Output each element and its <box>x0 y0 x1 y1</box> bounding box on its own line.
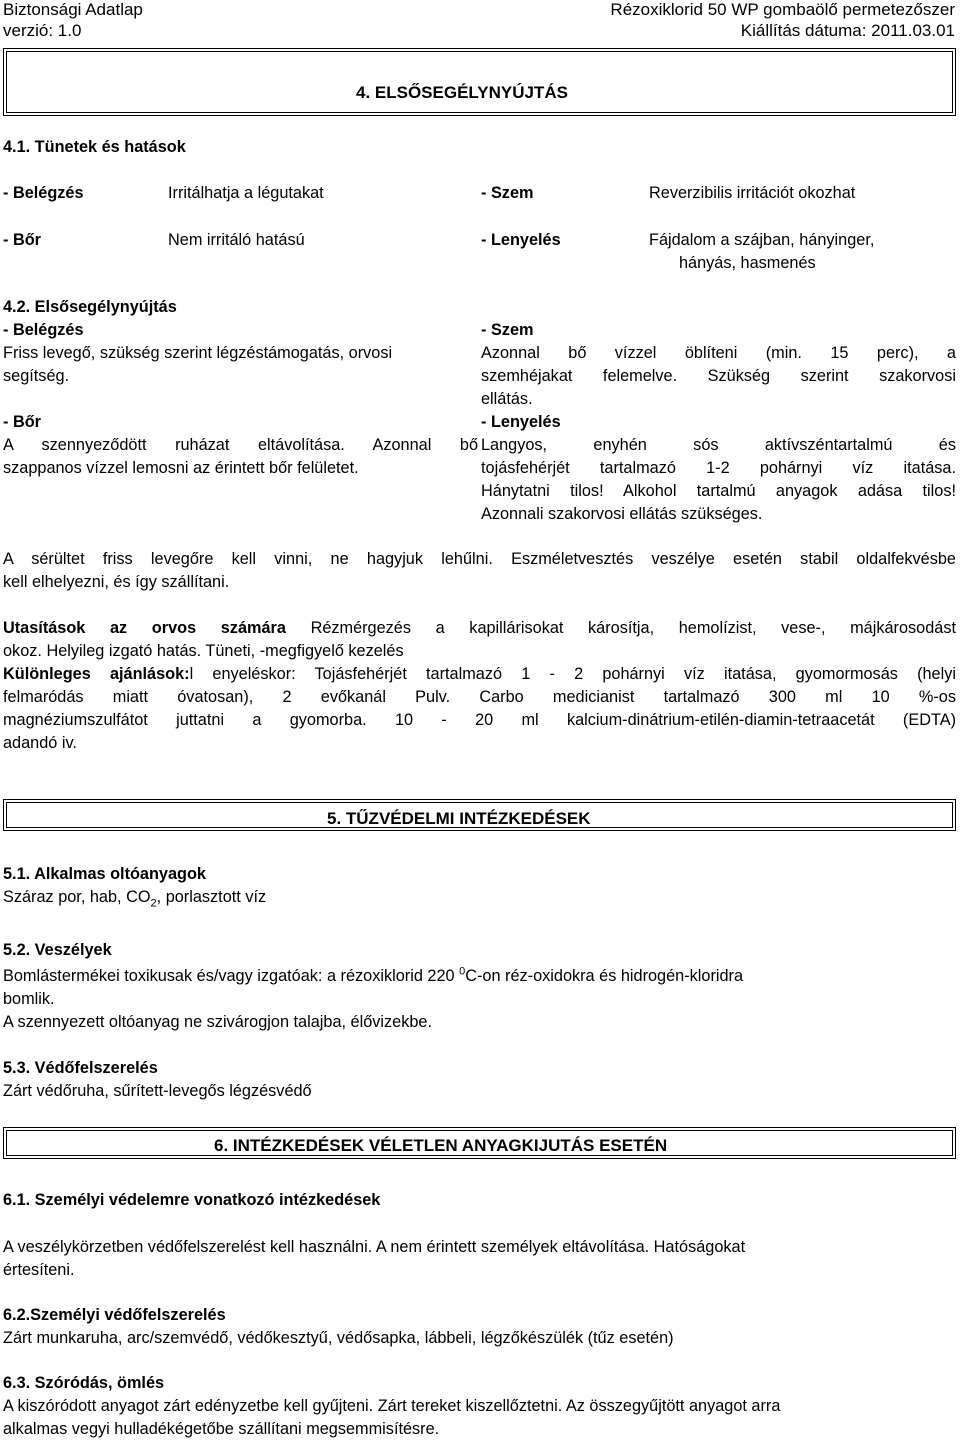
protective-gear-text: Zárt munkaruha, arc/szemvédő, védőkesztyű, védősapka, lábbeli, légzőkészülék (tűz esetén) <box>3 1329 674 1347</box>
co2-subscript: 2 <box>150 897 157 910</box>
section-4-1-heading: 4.1. Tünetek és hatások <box>3 138 186 156</box>
protective-equipment-text: Zárt védőruha, sűrített-levegős légzésvédő <box>3 1082 312 1100</box>
spillage-text: A kiszóródott anyagot zárt edényzetbe kell gyűjteni. Zárt tereket kiszellőztetni. Az összegyűjtött anyagot arra <box>3 1397 781 1415</box>
firstaid-skin-label: - Bőr <box>3 413 41 431</box>
symptom-inhalation-label: - Belégzés <box>3 184 84 202</box>
spillage-text-cont: alkalmas vegyi hulladékégetőbe szállítani megsemmisítésre. <box>3 1420 440 1438</box>
section-6-3-heading: 6.3. Szóródás, ömlés <box>3 1374 165 1392</box>
header-product-name: Rézoxiklorid 50 WP gombaölő permetezőszer <box>610 0 955 19</box>
firstaid-ingestion-text-3: Hánytatni tilos! Alkohol tartalmú anyagok adása tilos! <box>481 482 956 500</box>
symptom-eye-text: Reverzibilis irritációt okozhat <box>649 184 856 202</box>
hazards-text-cont: bomlik. <box>3 990 55 1008</box>
degree-superscript: 0 <box>459 965 466 978</box>
special-recommendations-4: adandó iv. <box>3 734 77 752</box>
doctor-instructions-text: Rézmérgezés a kapillárisokat károsítja, hemolízist, vese-, májkárosodást <box>285 619 956 637</box>
symptom-ingestion-text: Fájdalom a szájban, hányinger, <box>649 231 875 249</box>
firstaid-inhalation-text-cont: segítség. <box>3 367 70 385</box>
firstaid-eye-text-cont: szemhéjakat felemelve. Szükség szerint szakorvosi <box>481 367 956 385</box>
doctor-instructions <box>3 618 956 639</box>
hazards-runoff-text: A szennyezett oltóanyag ne szivárogjon talajba, élővizekbe. <box>3 1013 433 1031</box>
firstaid-ingestion-text-2: tojásfehérjét tartalmazó 1-2 pohárnyi víz itatása. <box>481 459 956 477</box>
hazards-text-part1: Bomlástermékei toxikusak és/vagy izgatóak: a rézoxiklorid 220 <box>3 967 460 985</box>
doctor-instructions-label: Utasítások az orvos számára <box>3 619 286 637</box>
firstaid-eye-label: - Szem <box>481 321 534 339</box>
section-6-1-heading: 6.1. Személyi védelemre vonatkozó intézkedések <box>3 1191 381 1209</box>
firstaid-skin-text: A szennyeződött ruházat eltávolítása. Azonnal bő <box>3 436 478 454</box>
firstaid-ingestion-label: - Lenyelés <box>481 413 561 431</box>
symptom-skin-label: - Bőr <box>3 231 41 249</box>
firstaid-skin-text-cont: szappanos vízzel lemosni az érintett bőr felületet. <box>3 459 359 477</box>
firstaid-ingestion-text-4: Azonnali szakorvosi ellátás szükséges. <box>481 505 763 523</box>
section5-title: 5. TŰZVÉDELMI INTÉZKEDÉSEK <box>327 809 591 828</box>
firstaid-inhalation-text: Friss levegő, szükség szerint légzéstámogatás, orvosi <box>3 344 393 362</box>
hazards-text <box>3 966 743 987</box>
header-version: verzió: 1.0 <box>3 21 82 40</box>
section-5-2-heading: 5.2. Veszélyek <box>3 941 112 959</box>
header-doc-type: Biztonsági Adatlap <box>3 0 143 19</box>
special-recommendations <box>3 664 956 685</box>
section-5-3-heading: 5.3. Védőfelszerelés <box>3 1059 158 1077</box>
firstaid-general-text: A sérültet friss levegőre kell vinni, ne hagyjuk lehűlni. Eszméletvesztés veszélye esetén stabil oldalfekvésbe <box>3 550 956 568</box>
personal-precautions-text: A veszélykörzetben védőfelszerelést kell használni. A nem érintett személyek eltávolítása. Hatóságokat <box>3 1238 746 1256</box>
symptom-skin-text: Nem irritáló hatású <box>168 231 305 249</box>
firstaid-eye-text: Azonnal bő vízzel öblíteni (min. 15 perc), a <box>481 344 956 362</box>
firstaid-eye-text-end: ellátás. <box>481 390 533 408</box>
header-issue-date: Kiállítás dátuma: 2011.03.01 <box>740 21 955 40</box>
section-6-2-heading: 6.2.Személyi védőfelszerelés <box>3 1306 226 1324</box>
special-recommendations-text: l enyeléskor: Tojásfehérjét tartalmazó 1 - 2 pohárnyi víz itatása, gyomormosás (helyi <box>189 665 956 683</box>
symptom-inhalation-text: Irritálhatja a légutakat <box>168 184 324 202</box>
special-recommendations-2: felmaródás miatt óvatosan), 2 evőkanál Pulv. Carbo medicianist tartalmazó 300 ml 10 %-os <box>3 688 956 706</box>
personal-precautions-text-cont: értesíteni. <box>3 1261 75 1279</box>
section6-title: 6. INTÉZKEDÉSEK VÉLETLEN ANYAGKIJUTÁS ESETÉN <box>214 1136 668 1155</box>
firstaid-ingestion-text: Langyos, enyhén sós aktívszéntartalmú és <box>481 436 956 454</box>
symptom-ingestion-text-cont: hányás, hasmenés <box>679 254 816 272</box>
doctor-instructions-cont: okoz. Helyileg izgató hatás. Tüneti, -megfigyelő kezelés <box>3 642 404 660</box>
firstaid-general-text-cont: kell elhelyezni, és így szállítani. <box>3 573 230 591</box>
extinguishing-media-text <box>3 887 266 908</box>
hazards-text-part2: C-on réz-oxidokra és hidrogén-kloridra <box>465 967 744 985</box>
special-recommendations-label: Különleges ajánlások: <box>3 665 190 683</box>
section4-title: 4. ELSŐSEGÉLYNYÚJTÁS <box>356 83 568 102</box>
symptom-eye-label: - Szem <box>481 184 534 202</box>
section-4-2-heading: 4.2. Elsősegélynyújtás <box>3 298 177 316</box>
section-5-1-heading: 5.1. Alkalmas oltóanyagok <box>3 865 206 883</box>
extinguishing-media-part1: Száraz por, hab, CO <box>3 888 151 906</box>
symptom-ingestion-label: - Lenyelés <box>481 231 561 249</box>
extinguishing-media-part2: , porlasztott víz <box>156 888 267 906</box>
firstaid-inhalation-label: - Belégzés <box>3 321 84 339</box>
special-recommendations-3: magnéziumszulfátot juttatni a gyomorba. 10 - 20 ml kalcium-dinátrium-etilén-diamin-tetraacetát (EDTA) <box>3 711 956 729</box>
